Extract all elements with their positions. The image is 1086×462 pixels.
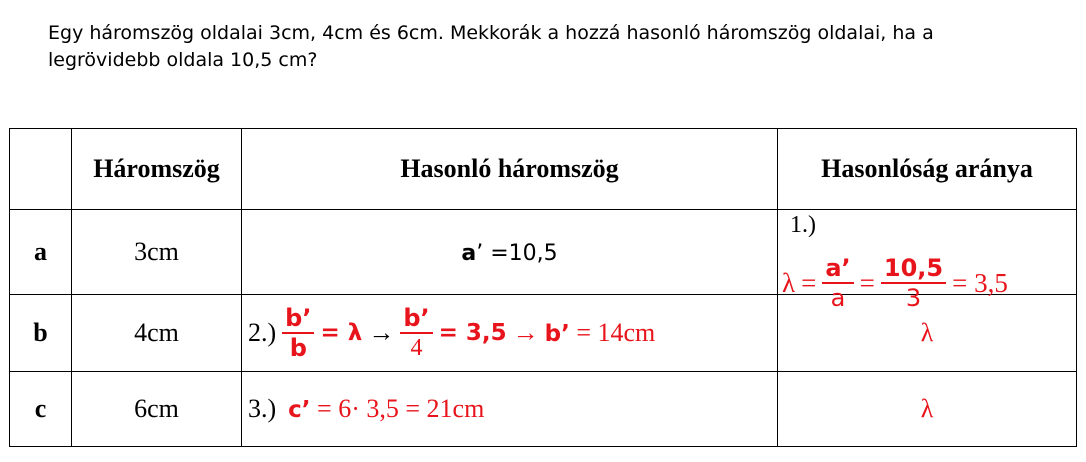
row-label-a: a (10, 210, 72, 295)
fraction-numerator: b’ (400, 306, 432, 334)
row-label-b: b (10, 295, 72, 372)
b-prime-var: b’ (544, 321, 570, 347)
a-prime-mark: ’ (476, 241, 484, 266)
a-prime-var: a (461, 241, 477, 266)
header-ratio: Hasonlóság aránya (778, 129, 1077, 210)
arrow-symbol: → (512, 318, 539, 347)
similar-c (242, 372, 778, 447)
table-row (10, 372, 1077, 447)
equals-sign: = (859, 267, 875, 298)
c-prime-var: c’ (288, 397, 311, 423)
a-prime-value: =10,5 (483, 241, 558, 266)
fraction-denominator: b (289, 334, 307, 362)
ratio-b: λ (778, 295, 1077, 372)
b-prime-result (545, 318, 656, 348)
fraction-a-prime-over-a (822, 256, 853, 310)
c-prime-result (288, 394, 484, 424)
side-c: 6cm (72, 372, 242, 447)
similar-b (242, 295, 778, 372)
header-empty (10, 129, 72, 210)
b-calculation (242, 306, 777, 360)
fraction-b-prime-over-b (282, 306, 314, 360)
side-a: 3cm (72, 210, 242, 295)
fraction-numerator: a’ (822, 256, 853, 284)
header-triangle: Háromszög (72, 129, 242, 210)
ratio-c: λ (778, 372, 1077, 447)
fraction-denominator: 4 (410, 335, 423, 361)
lambda-symbol: λ (782, 267, 796, 298)
ratio-result: = 3,5 (952, 267, 1008, 298)
side-b: 4cm (72, 295, 242, 372)
fraction-b-prime-over-4 (400, 306, 432, 360)
fraction-denominator: a (830, 284, 846, 312)
equals-lambda: = λ (320, 320, 363, 346)
header-similar-triangle: Hasonló háromszög (242, 129, 778, 210)
arrow-symbol: → (368, 318, 395, 347)
question-text: Egy háromszög oldalai 3cm, 4cm és 6cm. Mekkorák a hozzá hasonló háromszög oldalai, ha a legrövidebb oldala 10,5 cm? (48, 22, 934, 71)
similarity-table (9, 128, 1077, 447)
fraction-denominator: 3 (905, 284, 922, 312)
equals-3-5: = 3,5 (438, 320, 507, 346)
row-label-c: c (10, 372, 72, 447)
b-prime-value: = 14cm (569, 318, 656, 347)
table-row (10, 210, 1077, 295)
fraction-numerator: 10,5 (881, 256, 946, 284)
step-3-label: 3.) (248, 394, 277, 423)
ratio-equation (782, 226, 1008, 310)
step-2-label: 2.) (248, 318, 277, 347)
header-row (10, 129, 1077, 210)
step-1-label: 1.) (790, 212, 816, 238)
c-prime-value: = 6· 3,5 = 21cm (310, 394, 485, 423)
ratio-a (778, 210, 1077, 312)
c-calculation (242, 394, 777, 424)
fraction-numerator: b’ (282, 306, 314, 334)
equals-sign: = (801, 267, 817, 298)
similar-a (242, 210, 778, 295)
fraction-10-5-over-3 (881, 256, 946, 310)
